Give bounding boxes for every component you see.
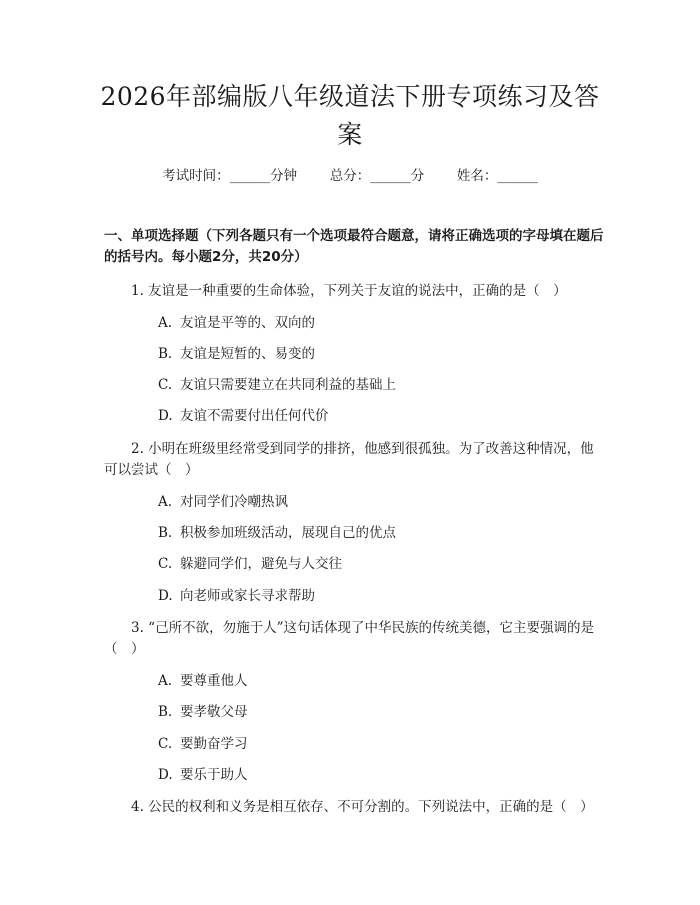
question-3: 3. “己所不欲，勿施于人”这句话体现了中华民族的传统美德，它主要强调的是（ ） <box>104 620 594 657</box>
option-text: 对同学们冷嘲热讽 <box>180 494 288 510</box>
option-text: 要乐于助人 <box>180 767 248 783</box>
student-name-label: 姓名：______ <box>456 168 538 184</box>
option-letter: B. <box>158 525 173 541</box>
option-text: 积极参加班级活动，展现自己的优点 <box>180 525 396 541</box>
question-2: 2. 小明在班级里经常受到同学的排挤，他感到很孤独。为了改善这种情况，他可以尝试（ ） <box>104 441 594 478</box>
question-2-option-c <box>158 554 598 575</box>
question-3-option-c <box>158 734 598 755</box>
question-4: 4. 公民的权利和义务是相互依存、不可分割的。下列说法中，正确的是（ ） <box>131 799 594 815</box>
option-letter: D. <box>158 588 173 604</box>
question-2-option-a <box>158 492 598 513</box>
option-text: 友谊是短暂的、易变的 <box>180 346 315 362</box>
option-letter: C. <box>158 736 173 752</box>
exam-time-label: 考试时间：______分钟 <box>162 168 298 184</box>
total-score-label: 总分：______分 <box>329 168 425 184</box>
option-text: 要尊重他人 <box>180 673 248 689</box>
question-3-option-a <box>158 671 598 692</box>
option-letter: D. <box>158 408 173 424</box>
option-text: 要勤奋学习 <box>180 736 248 752</box>
question-2-option-b <box>158 523 598 544</box>
question-2-option-d <box>158 586 598 607</box>
option-letter: D. <box>158 767 173 783</box>
option-text: 友谊只需要建立在共同利益的基础上 <box>180 377 396 393</box>
option-text: 友谊不需要付出任何代价 <box>180 408 329 424</box>
option-text: 友谊是平等的、双向的 <box>180 315 315 331</box>
option-text: 要孝敬父母 <box>180 704 248 720</box>
question-3-option-b <box>158 702 598 723</box>
option-letter: B. <box>158 704 173 720</box>
option-letter: C. <box>158 377 173 393</box>
option-text: 躲避同学们，避免与人交往 <box>180 556 342 572</box>
section-heading: 一、单项选择题（下列各题只有一个选项最符合题意，请将正确选项的字母填在题后的括号内。每小题2分，共20分） <box>104 228 604 265</box>
option-letter: B. <box>158 346 173 362</box>
option-letter: A. <box>158 315 173 331</box>
option-text: 向老师或家长寻求帮助 <box>180 588 315 604</box>
question-1-option-c <box>158 375 598 396</box>
exam-info-line <box>0 166 700 186</box>
option-letter: C. <box>158 556 173 572</box>
question-1-option-a <box>158 313 598 334</box>
question-3-option-d <box>158 765 598 786</box>
option-letter: A. <box>158 494 173 510</box>
question-1: 1. 友谊是一种重要的生命体验，下列关于友谊的说法中，正确的是（ ） <box>131 283 567 299</box>
document-title: 2026年部编版八年级道法下册专项练习及答案 <box>100 82 600 149</box>
option-letter: A. <box>158 673 173 689</box>
question-1-option-b <box>158 344 598 365</box>
question-1-option-d <box>158 406 598 427</box>
